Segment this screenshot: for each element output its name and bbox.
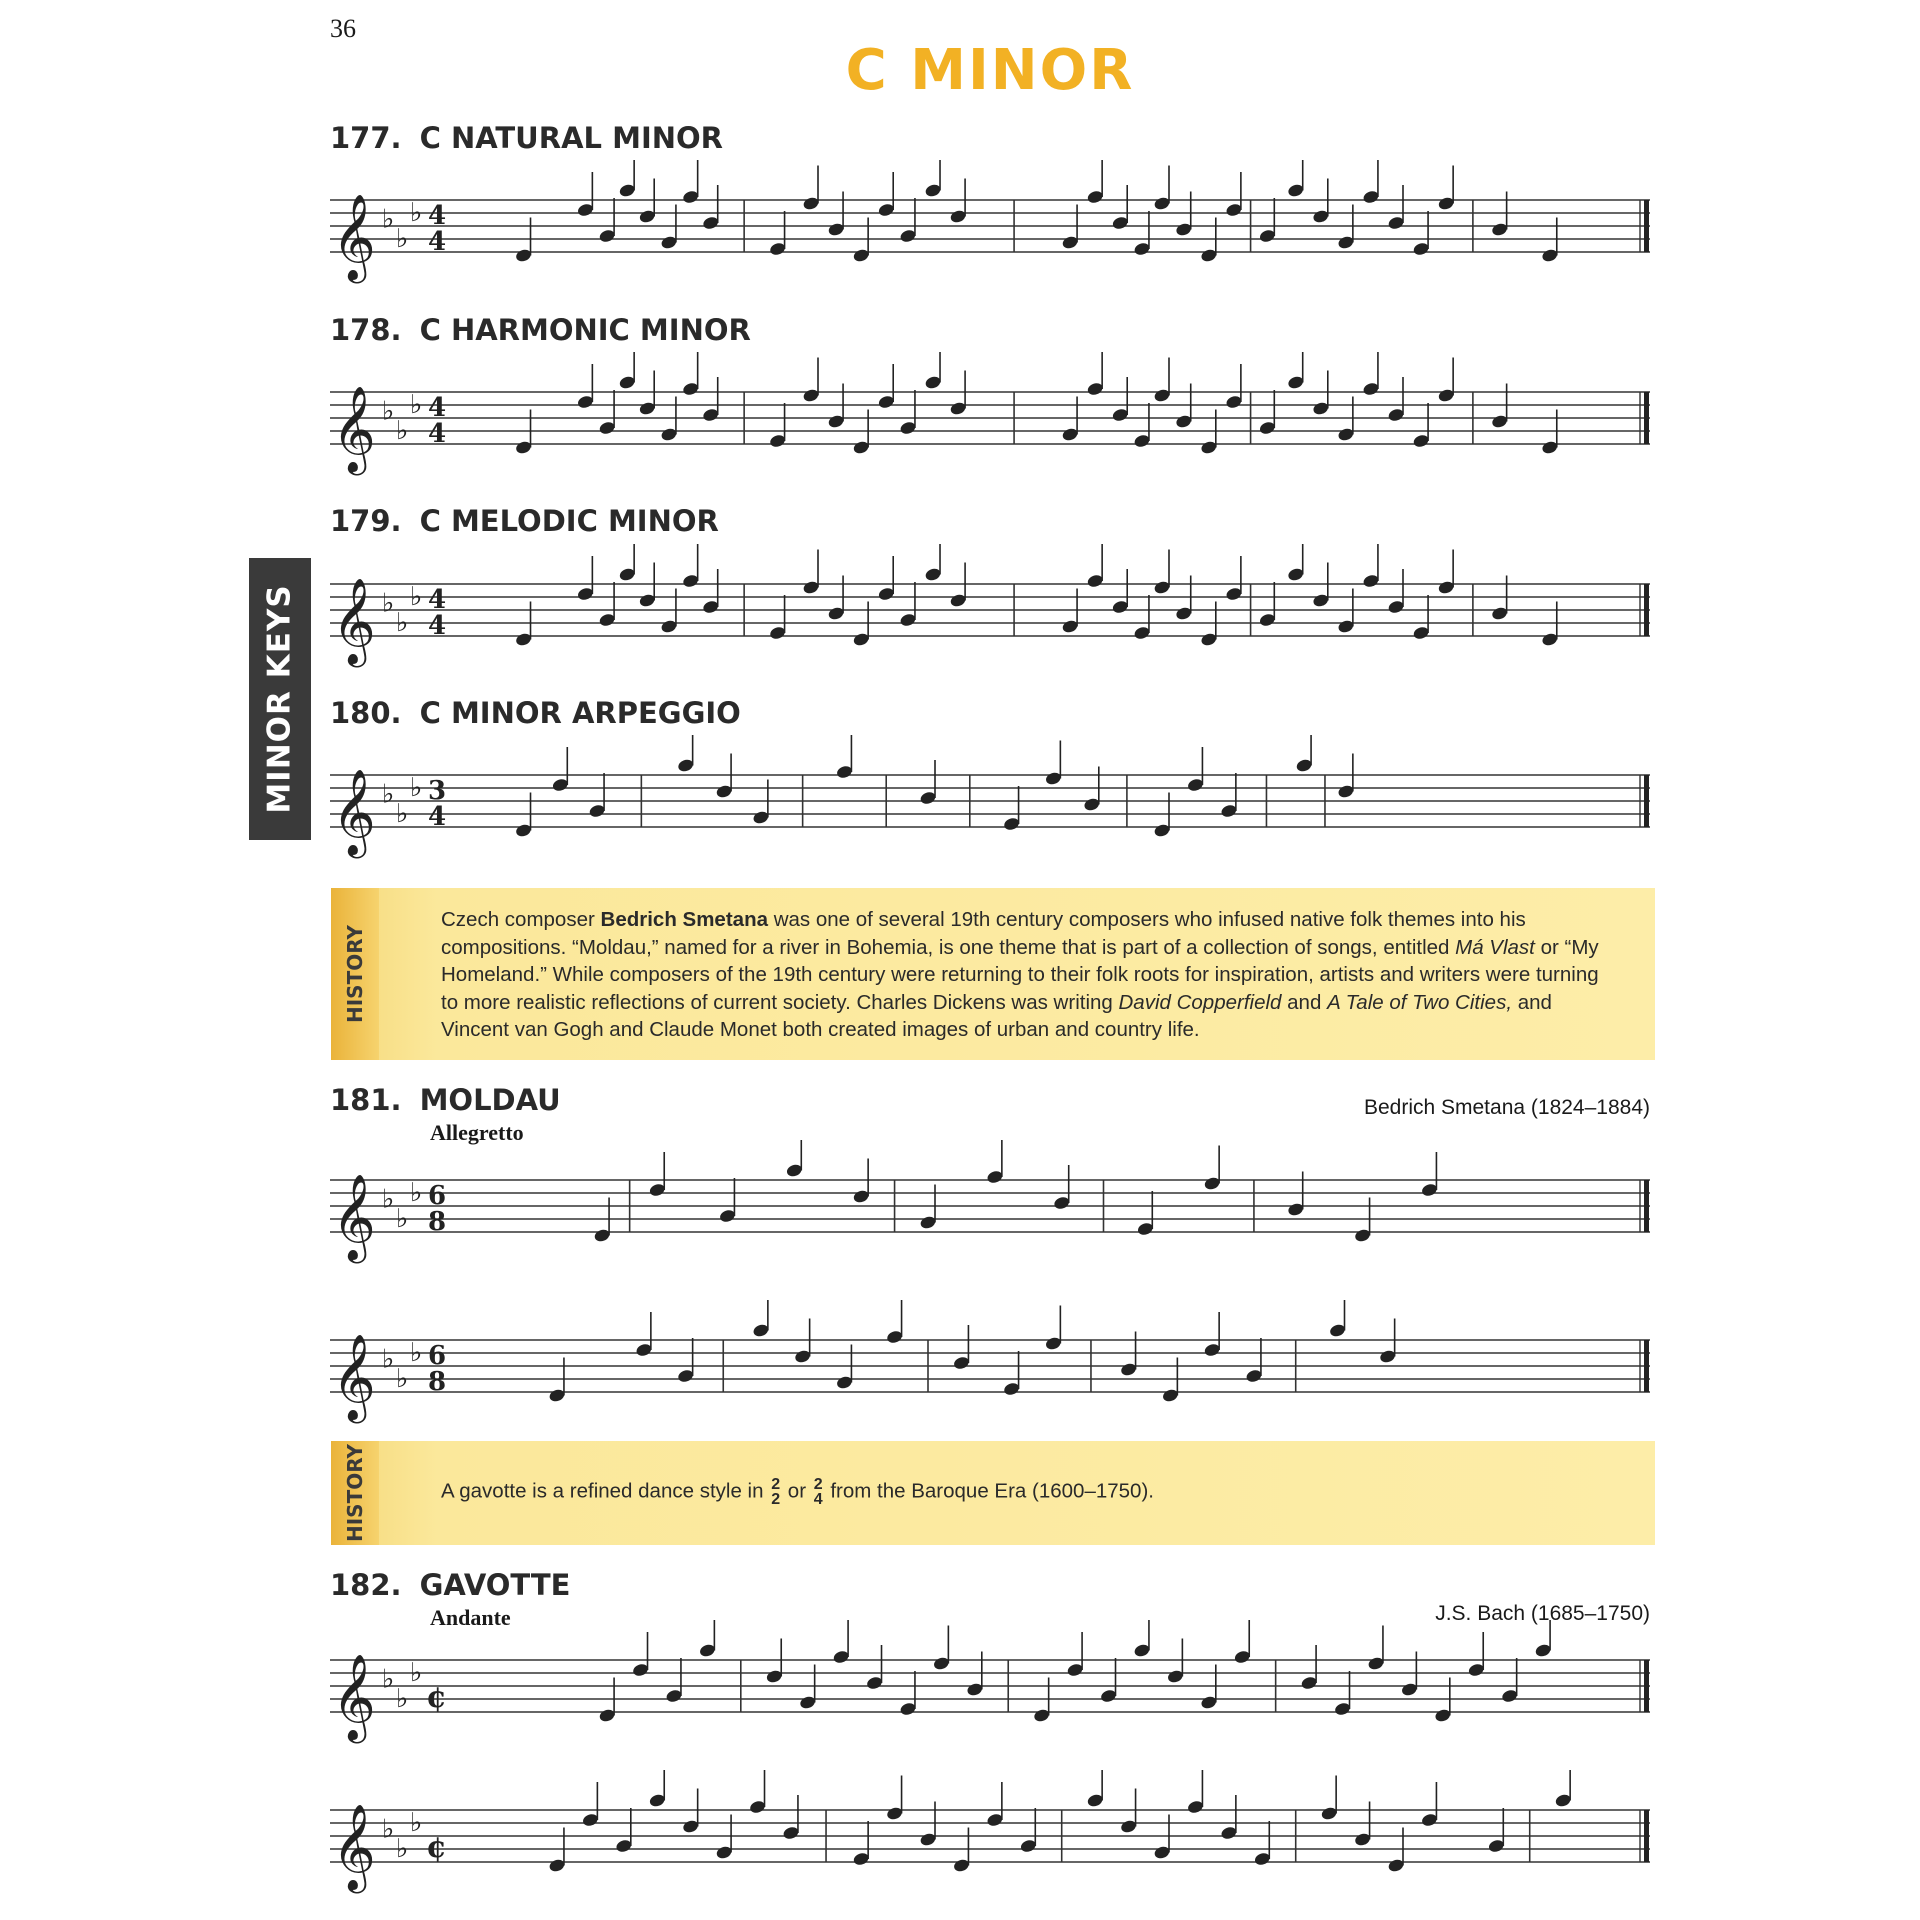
exercise-title-180: 180. C MINOR ARPEGGIO	[330, 696, 741, 730]
flat-icon: ♭	[410, 582, 423, 612]
history-box-gavotte	[331, 1441, 1655, 1545]
flat-icon: ♭	[396, 608, 409, 638]
time-signature-top: 6	[428, 1181, 447, 1211]
exercise-title-181: 181. MOLDAU	[330, 1083, 561, 1117]
staff-177	[330, 160, 1660, 300]
time-signature-bottom: 4	[428, 419, 447, 449]
side-tab	[249, 558, 311, 840]
page-title: C MINOR	[845, 38, 1135, 103]
treble-clef-icon: 𝄞	[332, 1334, 376, 1420]
treble-clef-icon: 𝄞	[332, 578, 376, 664]
flat-icon: ♭	[396, 799, 409, 829]
side-tab-label: MINOR KEYS	[262, 584, 299, 814]
exercise-title-179: 179. C MELODIC MINOR	[330, 504, 719, 538]
history-label: HISTORY	[331, 1441, 379, 1545]
time-signature-bottom: 4	[428, 611, 447, 641]
final-bar-line	[1644, 1660, 1649, 1712]
exercise-title-177: 177. C NATURAL MINOR	[330, 121, 723, 155]
history-text-gavotte: A gavotte is a refined dance style in 2 2 or 2 4 from the Baroque Era (1600–1750).	[441, 1476, 1154, 1508]
composer-181: Bedrich Smetana (1824–1884)	[1363, 1096, 1650, 1119]
staff-178	[330, 352, 1660, 492]
time-signature-2-2: 2 2	[771, 1476, 781, 1508]
flat-icon: ♭	[396, 416, 409, 446]
flat-icon: ♭	[396, 1834, 409, 1864]
history-box-smetana	[331, 888, 1655, 1060]
time-signature-top: 6	[428, 1341, 447, 1371]
staff-182a	[330, 1620, 1660, 1760]
staff-181a	[330, 1140, 1660, 1280]
flat-icon: ♭	[382, 1344, 395, 1375]
treble-clef-icon: 𝄞	[332, 386, 376, 472]
treble-clef-icon: 𝄞	[332, 1654, 376, 1740]
flat-icon: ♭	[410, 1178, 423, 1208]
flat-icon: ♭	[396, 1204, 409, 1234]
final-bar-line	[1644, 1180, 1649, 1232]
flat-icon: ♭	[410, 773, 423, 803]
staff-179	[330, 544, 1660, 684]
time-signature-bottom: 4	[428, 227, 447, 257]
treble-clef-icon: 𝄞	[332, 769, 376, 855]
exercise-title-178: 178. C HARMONIC MINOR	[330, 313, 751, 347]
time-signature-bottom: 4	[428, 802, 447, 832]
time-signature-top: 4	[428, 201, 447, 231]
flat-icon: ♭	[382, 588, 395, 619]
history-text-smetana: Czech composer Bedrich Smetana was one of several 19th century composers who infused native folk themes into his compositions. “Moldau,” named for a river in Bohemia, is one theme that is part of a collection of songs, entitled Má Vlast or “My Homeland.” While composers of the 19th century were returning to their folk roots for inspiration, artists and writers were turning to more realistic reflections of current society. Charles Dickens was writing David Copperfield and A Tale of Two Cities, and Vincent van Gogh and Claude Monet both created images of urban and country life.	[441, 908, 1599, 1041]
flat-icon: ♭	[396, 1684, 409, 1714]
final-bar-line	[1644, 775, 1649, 827]
flat-icon: ♭	[410, 198, 423, 228]
page-number: 36	[330, 14, 356, 43]
staff-180	[330, 735, 1660, 875]
time-signature-cut: ¢	[426, 1680, 447, 1715]
flat-icon: ♭	[410, 1338, 423, 1368]
time-signature-top: 4	[428, 585, 447, 615]
flat-icon: ♭	[396, 224, 409, 254]
staff-181b	[330, 1300, 1660, 1440]
time-signature-bottom: 8	[428, 1207, 447, 1237]
flat-icon: ♭	[410, 1808, 423, 1838]
flat-icon: ♭	[410, 390, 423, 420]
flat-icon: ♭	[396, 1364, 409, 1394]
flat-icon: ♭	[382, 1814, 395, 1845]
flat-icon: ♭	[382, 1664, 395, 1695]
history-label: HISTORY	[331, 888, 379, 1060]
treble-clef-icon: 𝄞	[332, 1174, 376, 1260]
time-signature-cut: ¢	[426, 1830, 447, 1865]
time-signature-top: 3	[428, 776, 447, 806]
flat-icon: ♭	[382, 1184, 395, 1215]
time-signature-2-4: 2 4	[813, 1476, 823, 1508]
final-bar-line	[1644, 392, 1649, 444]
composer-182: J.S. Bach (1685–1750)	[1435, 1602, 1650, 1625]
final-bar-line	[1644, 1810, 1649, 1862]
flat-icon: ♭	[410, 1658, 423, 1688]
tempo-marking-181: Allegretto	[430, 1120, 524, 1145]
flat-icon: ♭	[382, 204, 395, 235]
final-bar-line	[1644, 584, 1649, 636]
final-bar-line	[1644, 200, 1649, 252]
treble-clef-icon: 𝄞	[332, 194, 376, 280]
time-signature-bottom: 8	[428, 1367, 447, 1397]
treble-clef-icon: 𝄞	[332, 1804, 376, 1890]
tempo-marking-182: Andante	[430, 1605, 511, 1630]
final-bar-line	[1644, 1340, 1649, 1392]
flat-icon: ♭	[382, 396, 395, 427]
flat-icon: ♭	[382, 779, 395, 810]
exercise-title-182: 182. GAVOTTE	[330, 1568, 571, 1602]
time-signature-top: 4	[428, 393, 447, 423]
staff-182b	[330, 1770, 1660, 1910]
